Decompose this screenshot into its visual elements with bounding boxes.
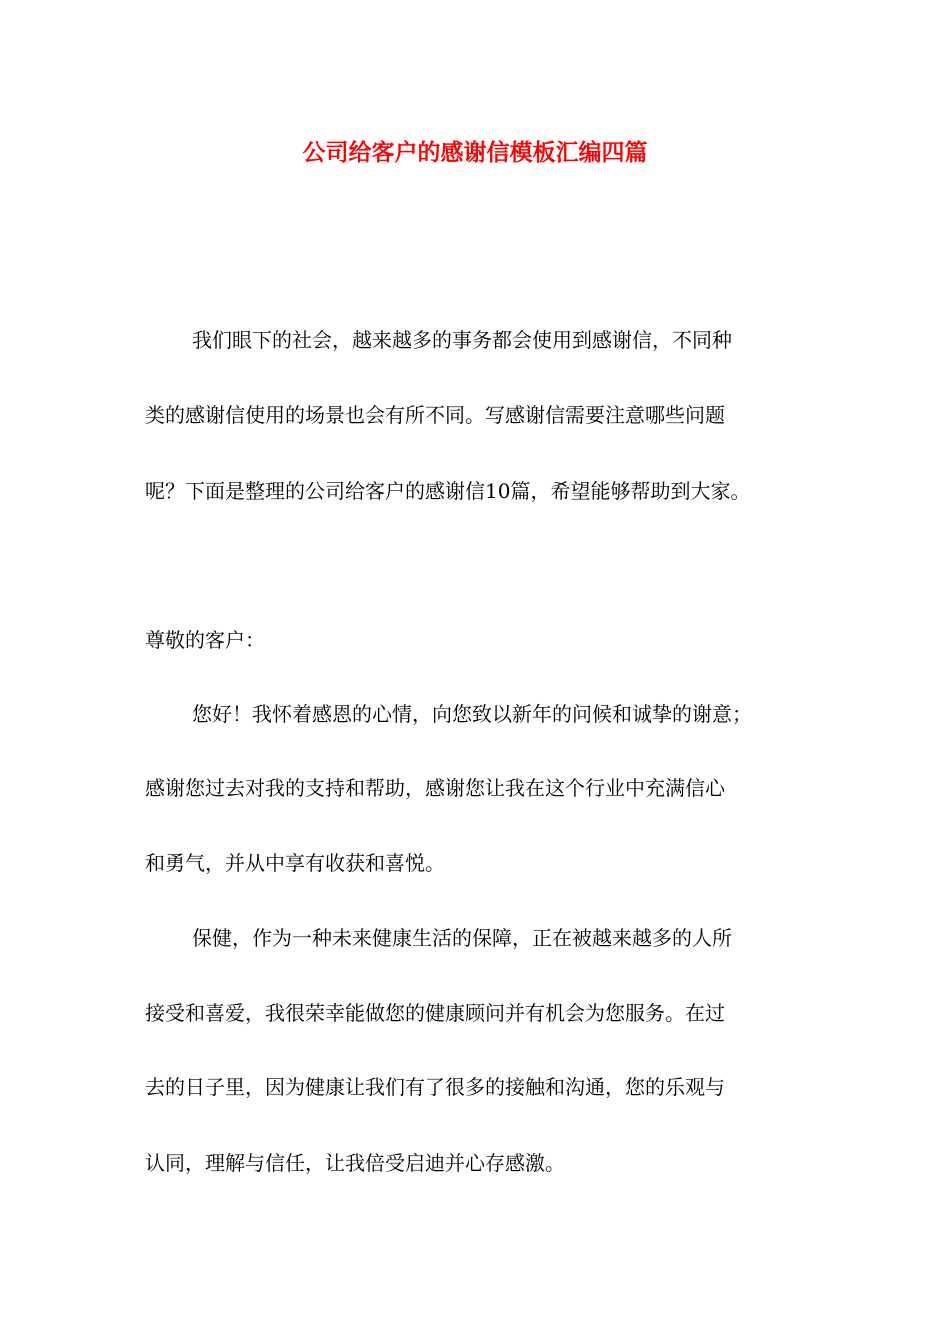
salutation: 尊敬的客户： [145,628,265,652]
paragraph2-line-2: 接受和喜爱，我很荣幸能做您的健康顾问并有机会为您服务。在过 [145,1001,725,1025]
document-title: 公司给客户的感谢信模板汇编四篇 [302,140,648,166]
paragraph2-line-4: 认同，理解与信任，让我倍受启迪并心存感激。 [145,1151,565,1175]
paragraph2-line-3: 去的日子里，因为健康让我们有了很多的接触和沟通，您的乐观与 [145,1075,725,1099]
paragraph2-line-1: 保健，作为一种未来健康生活的保障，正在被越来越多的人所 [192,926,732,950]
paragraph1-line-1: 您好！我怀着感恩的心情，向您致以新年的问候和诚挚的谢意； [192,702,752,726]
intro-line-2: 类的感谢信使用的场景也会有所不同。写感谢信需要注意哪些问题 [145,403,725,427]
paragraph1-line-3: 和勇气，并从中享有收获和喜悦。 [145,851,445,875]
intro-line-1: 我们眼下的社会，越来越多的事务都会使用到感谢信，不同种 [192,328,732,352]
paragraph1-line-2: 感谢您过去对我的支持和帮助，感谢您让我在这个行业中充满信心 [145,776,725,800]
intro-line-3: 呢？下面是整理的公司给客户的感谢信10篇，希望能够帮助到大家。 [145,479,751,503]
